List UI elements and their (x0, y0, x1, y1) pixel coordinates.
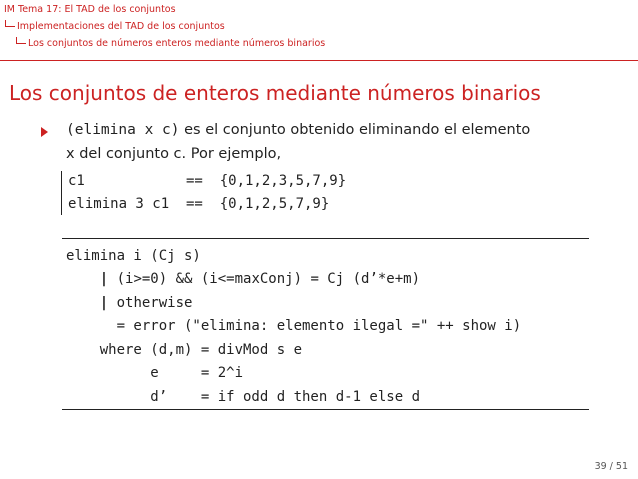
code-text: = error ("elimina: elemento ilegal =" ++ show i) (66, 318, 522, 334)
code-line (66, 247, 201, 265)
nav-subsubsection-label: Los conjuntos de números enteros mediante números binarios (28, 38, 326, 49)
code-line (66, 364, 243, 382)
page-number: 39 / 51 (594, 461, 628, 472)
item-text: x del conjunto c. Por ejemplo, (66, 146, 282, 162)
navigation-header (0, 0, 638, 60)
header-divider (0, 60, 638, 61)
tree-connector-icon (16, 37, 26, 44)
nav-section[interactable] (4, 4, 176, 16)
code-line (66, 270, 420, 288)
example-bar (61, 171, 62, 215)
example-row: elimina 3 c1 == {0,1,2,5,7,9} (68, 196, 330, 212)
code-text: e = 2^i (66, 365, 244, 381)
nav-subsection-label: Implementaciones del TAD de los conjuntos (17, 21, 225, 32)
code-rule-top (62, 238, 589, 239)
item-inline-code: (elimina x c) (66, 122, 180, 138)
code-line (66, 388, 420, 406)
code-guard: | (99, 271, 109, 287)
code-line (66, 294, 192, 312)
code-text: (i>=0) && (i<=maxConj) = Cj (d’*e+m) (108, 271, 421, 287)
nav-section-label: IM Tema 17: El TAD de los conjuntos (4, 4, 176, 15)
bullet-triangle-icon (41, 127, 48, 137)
code-text: d’ = if odd d then d-1 else d (66, 389, 421, 405)
example-row: c1 == {0,1,2,3,5,7,9} (68, 173, 347, 189)
item-text: es el conjunto obtenido eliminando el elemento (179, 122, 531, 138)
code-guard: | (99, 295, 109, 311)
code-text: elimina i (Cj s) (66, 248, 201, 264)
code-text: otherwise (108, 295, 193, 311)
code-rule-bottom (62, 409, 589, 410)
code-text (66, 271, 100, 287)
code-text (66, 295, 100, 311)
item-text-line (66, 120, 530, 140)
tree-connector-icon (5, 20, 15, 27)
frame-title: Los conjuntos de enteros mediante números binarios (9, 81, 541, 105)
item-text-line (66, 144, 281, 164)
code-line (66, 317, 521, 335)
nav-subsubsection[interactable] (16, 38, 325, 50)
nav-subsection[interactable] (5, 21, 225, 33)
code-text: where (d,m) = divMod s e (66, 342, 303, 358)
code-line (66, 341, 302, 359)
